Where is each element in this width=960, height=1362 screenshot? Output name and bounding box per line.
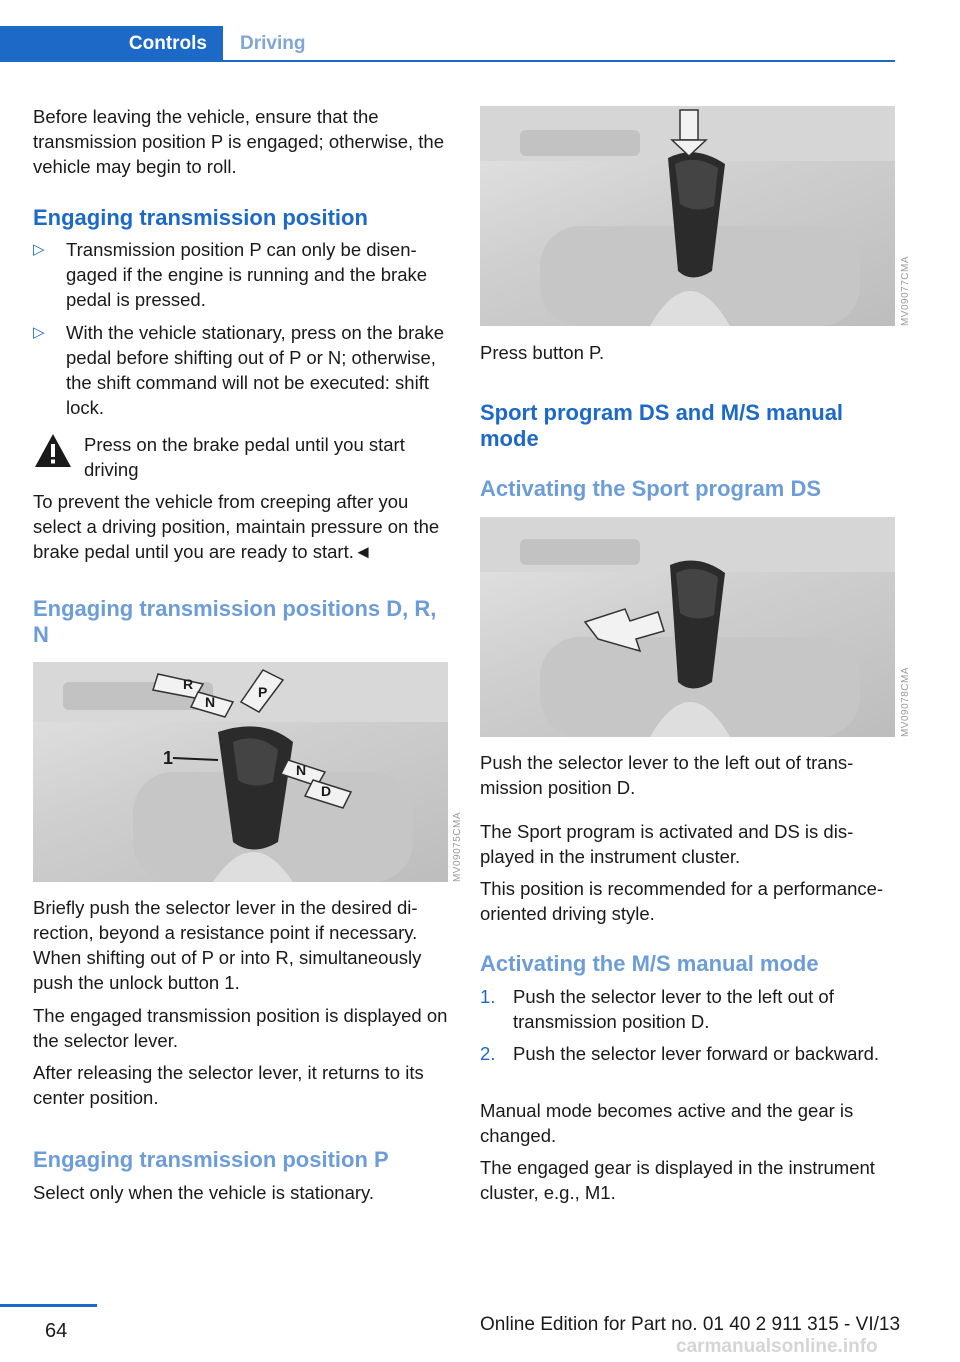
selector-lever-photo-p-button [480, 106, 895, 326]
paragraph-recommended: This position is recommended for a performance-oriented driving style. [480, 878, 884, 924]
paragraph-press-button-p: Press button P. [480, 342, 605, 363]
warning-triangle-icon [33, 432, 73, 470]
page-number: 64 [45, 1320, 68, 1342]
heading-activating-ds: Activating the Sport program DS [480, 476, 822, 501]
warning-body: To prevent the vehicle from creeping after you select a driving position, maintain pressure on the brake pedal until you are ready to start.◄ [33, 491, 440, 562]
image-code: MV09078CMA [900, 667, 911, 738]
heading-activating-ms: Activating the M/S manual mode [480, 951, 819, 976]
chapter-header [0, 26, 895, 62]
arrow-label-d: D [321, 783, 332, 799]
paragraph-sport-activated: The Sport program is activated and DS is displayed in the instrument cluster. [480, 821, 854, 867]
paragraph-push-left: Push the selector lever to the left out of transmission position D. [480, 752, 854, 798]
tab-driving[interactable]: Driving [240, 33, 306, 54]
arrow-label-p: P [258, 684, 268, 700]
bullet-item: ▷ With the vehicle stationary, press on the brake pedal before shifting out of P or N; otherwise, the shift command will not be executed: shift lock. [33, 322, 445, 418]
arrow-label-n: N [205, 694, 216, 710]
heading-sport-program: Sport program DS and M/S manual mode [480, 400, 844, 451]
triangle-bullet-icon: ▷ [33, 241, 45, 258]
paragraph-after-releasing: After releasing the selector lever, it returns to its center position. [33, 1062, 424, 1108]
image-code: MV09077CMA [900, 256, 911, 327]
image-code: MV09075CMA [452, 812, 463, 883]
callout-label-1: 1 [163, 748, 174, 768]
intro-paragraph: Before leaving the vehicle, ensure that the transmission position P is engaged; otherwise, the vehicle may begin to roll. [33, 106, 445, 177]
heading-engaging-d-r-n: Engaging transmission positions D, R, N [33, 596, 437, 647]
numbered-step: 2. Push the selector lever forward or backward. [480, 1043, 880, 1064]
watermark: carmanualsonline.info [676, 1336, 878, 1357]
paragraph-engaged-position: The engaged transmission position is displayed on the selector lever. [33, 1005, 448, 1051]
arrow-label-n: N [296, 762, 307, 778]
bullet-item: ▷ Transmission position P can only be disengaged if the engine is running and the brake pedal is pressed. [33, 239, 428, 310]
numbered-step: 1. Push the selector lever to the left out of transmission position D. [480, 986, 834, 1032]
paragraph-gear-displayed: The engaged gear is displayed in the instrument cluster, e.g., M1. [480, 1157, 875, 1203]
footer-rule [0, 1304, 97, 1307]
paragraph-select-only: Select only when the vehicle is stationary. [33, 1182, 375, 1203]
edition-text: Online Edition for Part no. 01 40 2 911 315 - VI/13 [480, 1314, 901, 1335]
paragraph-manual-mode: Manual mode becomes active and the gear is changed. [480, 1100, 854, 1146]
left-column [33, 104, 453, 179]
tab-controls[interactable]: Controls [0, 26, 223, 62]
selector-lever-photo-drn [33, 662, 448, 882]
arrow-label-r: R [183, 676, 194, 692]
paragraph-briefly-push: Briefly push the selector lever in the desired direction, beyond a resistance point if necessary. When shifting out of P or into R, simultaneously push the unlock button 1. [33, 897, 422, 993]
warning-title: Press on the brake pedal until you start driving [84, 434, 405, 480]
triangle-bullet-icon: ▷ [33, 324, 45, 341]
heading-engaging-transmission-position: Engaging transmission position [33, 205, 368, 230]
heading-engaging-p: Engaging transmission position P [33, 1147, 389, 1172]
selector-lever-photo-ds [480, 517, 895, 737]
